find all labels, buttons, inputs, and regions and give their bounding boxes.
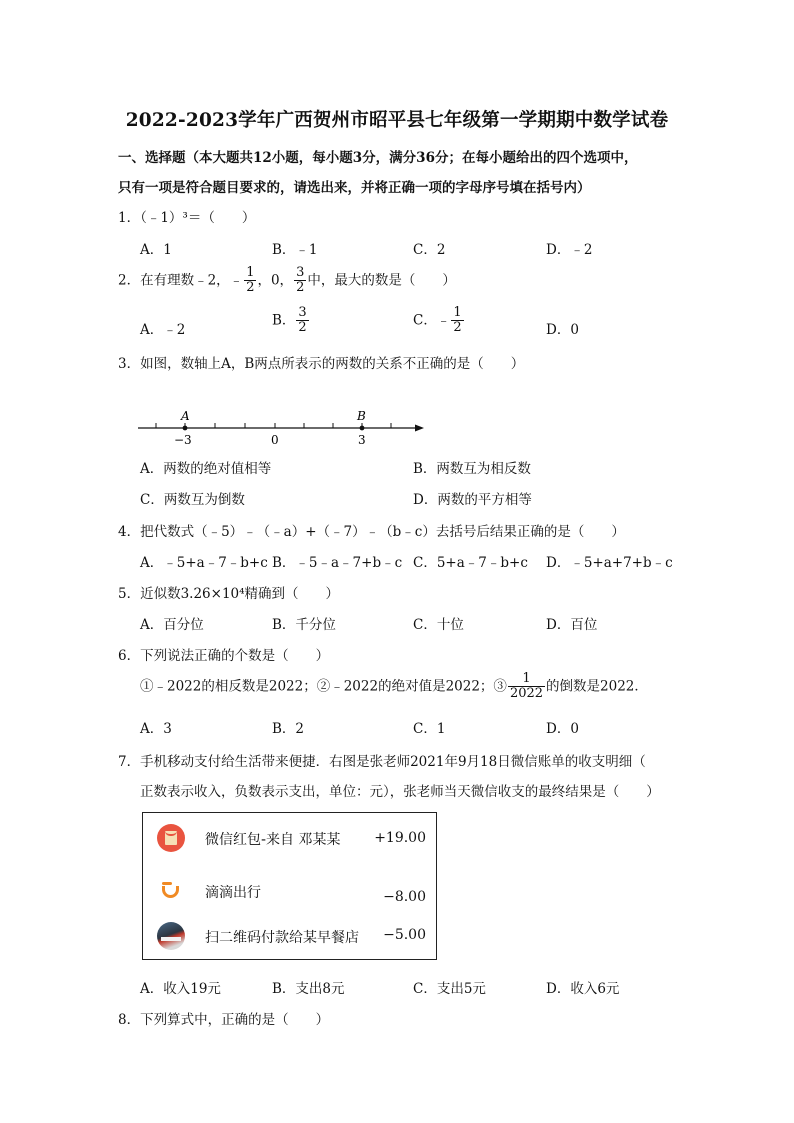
q1-stem: 1．（﹣1）³＝（ ）: [118, 210, 256, 226]
q2-option-c-den: 2: [453, 320, 462, 336]
point-b-label: B: [357, 409, 366, 423]
q6-option-a: A．3: [140, 721, 172, 737]
q7-option-d: D．收入6元: [546, 981, 620, 997]
q6-frac-num: 1: [508, 672, 545, 687]
q2-option-b-prefix: B．: [272, 312, 296, 329]
red-packet-icon: [157, 824, 185, 852]
q6-frac-den: 2022: [509, 686, 544, 702]
page-title: 2022-2023学年广西贺州市昭平县七年级第一学期期中数学试卷: [125, 110, 669, 131]
q2-frac2-den: 2: [296, 280, 305, 296]
wechat-bill-box: [142, 812, 437, 960]
bill-amount: −8.00: [383, 889, 426, 905]
q6-fraction: [508, 672, 545, 702]
section-heading-line2: 只有一项是符合题目要求的，请选出来，并将正确一项的字母序号填在括号内）: [118, 180, 591, 196]
q1-option-d: D．﹣2: [546, 242, 593, 258]
bill-label: 扫二维码付款给某早餐店: [205, 930, 359, 946]
section-heading-line1: 一、选择题（本大题共12小题，每小题3分，满分36分；在每小题给出的四个选项中，: [118, 150, 638, 166]
point-b-dot: [360, 426, 365, 431]
q3-option-a: A．两数的绝对值相等: [140, 461, 272, 477]
q1-option-a: A．1: [140, 242, 172, 258]
q2-stem-mid: ，0，: [257, 272, 294, 289]
q6-option-c: C．1: [413, 721, 446, 737]
q1-option-b: B．﹣1: [272, 242, 318, 258]
q5-option-a: A．百分位: [140, 617, 204, 633]
q5-option-d: D．百位: [546, 617, 598, 633]
q7-option-a: A．收入19元: [140, 981, 221, 997]
q2-option-a: A．﹣2: [140, 322, 186, 338]
q3-option-d: D．两数的平方相等: [413, 492, 532, 508]
q7-option-c: C．支出5元: [413, 981, 486, 997]
bill-label: 滴滴出行: [205, 885, 261, 901]
q2-frac1-den: 2: [246, 280, 255, 296]
q2-option-c: [413, 306, 465, 336]
q5-option-b: B．千分位: [272, 617, 336, 633]
q5-stem: 5．近似数3.26×10⁴精确到（ ）: [118, 586, 340, 602]
didi-icon: [157, 877, 185, 905]
point-a-dot: [183, 426, 188, 431]
q7-stem-line1: 7．手机移动支付给生活带来便捷．右图是张老师2021年9月18日微信账单的收支明细（: [118, 754, 646, 770]
q7-option-b: B．支出8元: [272, 981, 345, 997]
q3-stem: 3．如图，数轴上A，B两点所表示的两数的关系不正确的是（ ）: [118, 356, 525, 372]
point-a-label: A: [181, 409, 190, 423]
q2-stem-end: 中，最大的数是（ ）: [307, 272, 456, 289]
q2-fraction-2: [294, 266, 306, 296]
q6-stem: 6．下列说法正确的个数是（ ）: [118, 648, 330, 664]
q7-stem-line2: 正数表示收入，负数表示支出，单位：元），张老师当天微信收支的最终结果是（ ）: [140, 784, 660, 800]
q2-option-b-den: 2: [298, 320, 307, 336]
q6-statements-start: ①﹣2022的相反数是2022；②﹣2022的绝对值是2022；③: [140, 678, 507, 695]
bill-amount: −5.00: [383, 927, 426, 943]
q6-statements-end: 的倒数是2022．: [546, 678, 648, 695]
q2-frac2-num: 3: [296, 265, 305, 280]
q8-stem: 8．下列算式中，正确的是（ ）: [118, 1012, 330, 1028]
q4-option-a: A．﹣5+a﹣7﹣b+c: [140, 555, 268, 571]
bill-label: 微信红包-来自 邓某某: [205, 832, 341, 848]
q2-frac1-num: 1: [246, 265, 255, 280]
tick-label-0: 0: [271, 433, 279, 447]
q3-option-c: C．两数互为倒数: [140, 492, 245, 508]
q2-option-d: D．0: [546, 322, 579, 338]
q2-stem: [118, 266, 456, 296]
q4-stem: 4．把代数式（﹣5）﹣（﹣a）+（﹣7）﹣（b﹣c）去括号后结果正确的是（ ）: [118, 524, 625, 540]
q2-option-b-fraction: [296, 306, 308, 336]
q2-option-b: [272, 306, 310, 336]
q5-option-c: C．十位: [413, 617, 464, 633]
q6-option-b: B．2: [272, 721, 305, 737]
number-line-arrow: [415, 425, 424, 432]
q4-option-c: C．5+a﹣7﹣b+c: [413, 555, 528, 571]
number-line-figure: [134, 406, 434, 448]
q2-option-c-fraction: [451, 306, 463, 336]
q3-option-b: B．两数互为相反数: [413, 461, 531, 477]
q2-fraction-1: [244, 266, 256, 296]
bill-row: [143, 875, 436, 905]
q2-stem-start: 2．在有理数﹣2，﹣: [118, 272, 244, 289]
q4-option-b: B．﹣5﹣a﹣7+b﹣c: [272, 555, 403, 571]
q2-option-c-prefix: C．﹣: [413, 312, 451, 329]
q2-option-b-num: 3: [298, 305, 307, 320]
q2-option-c-num: 1: [453, 305, 462, 320]
bill-row: [143, 920, 436, 950]
q4-option-d: D．﹣5+a+7+b﹣c: [546, 555, 673, 571]
bill-row: [143, 822, 436, 852]
q6-option-d: D．0: [546, 721, 579, 737]
tick-label-3: 3: [358, 433, 366, 447]
q6-statements: [140, 672, 648, 702]
shop-photo-icon: [157, 922, 185, 950]
bill-amount: +19.00: [374, 830, 426, 846]
q1-option-c: C．2: [413, 242, 446, 258]
tick-label-neg3: −3: [174, 433, 192, 447]
